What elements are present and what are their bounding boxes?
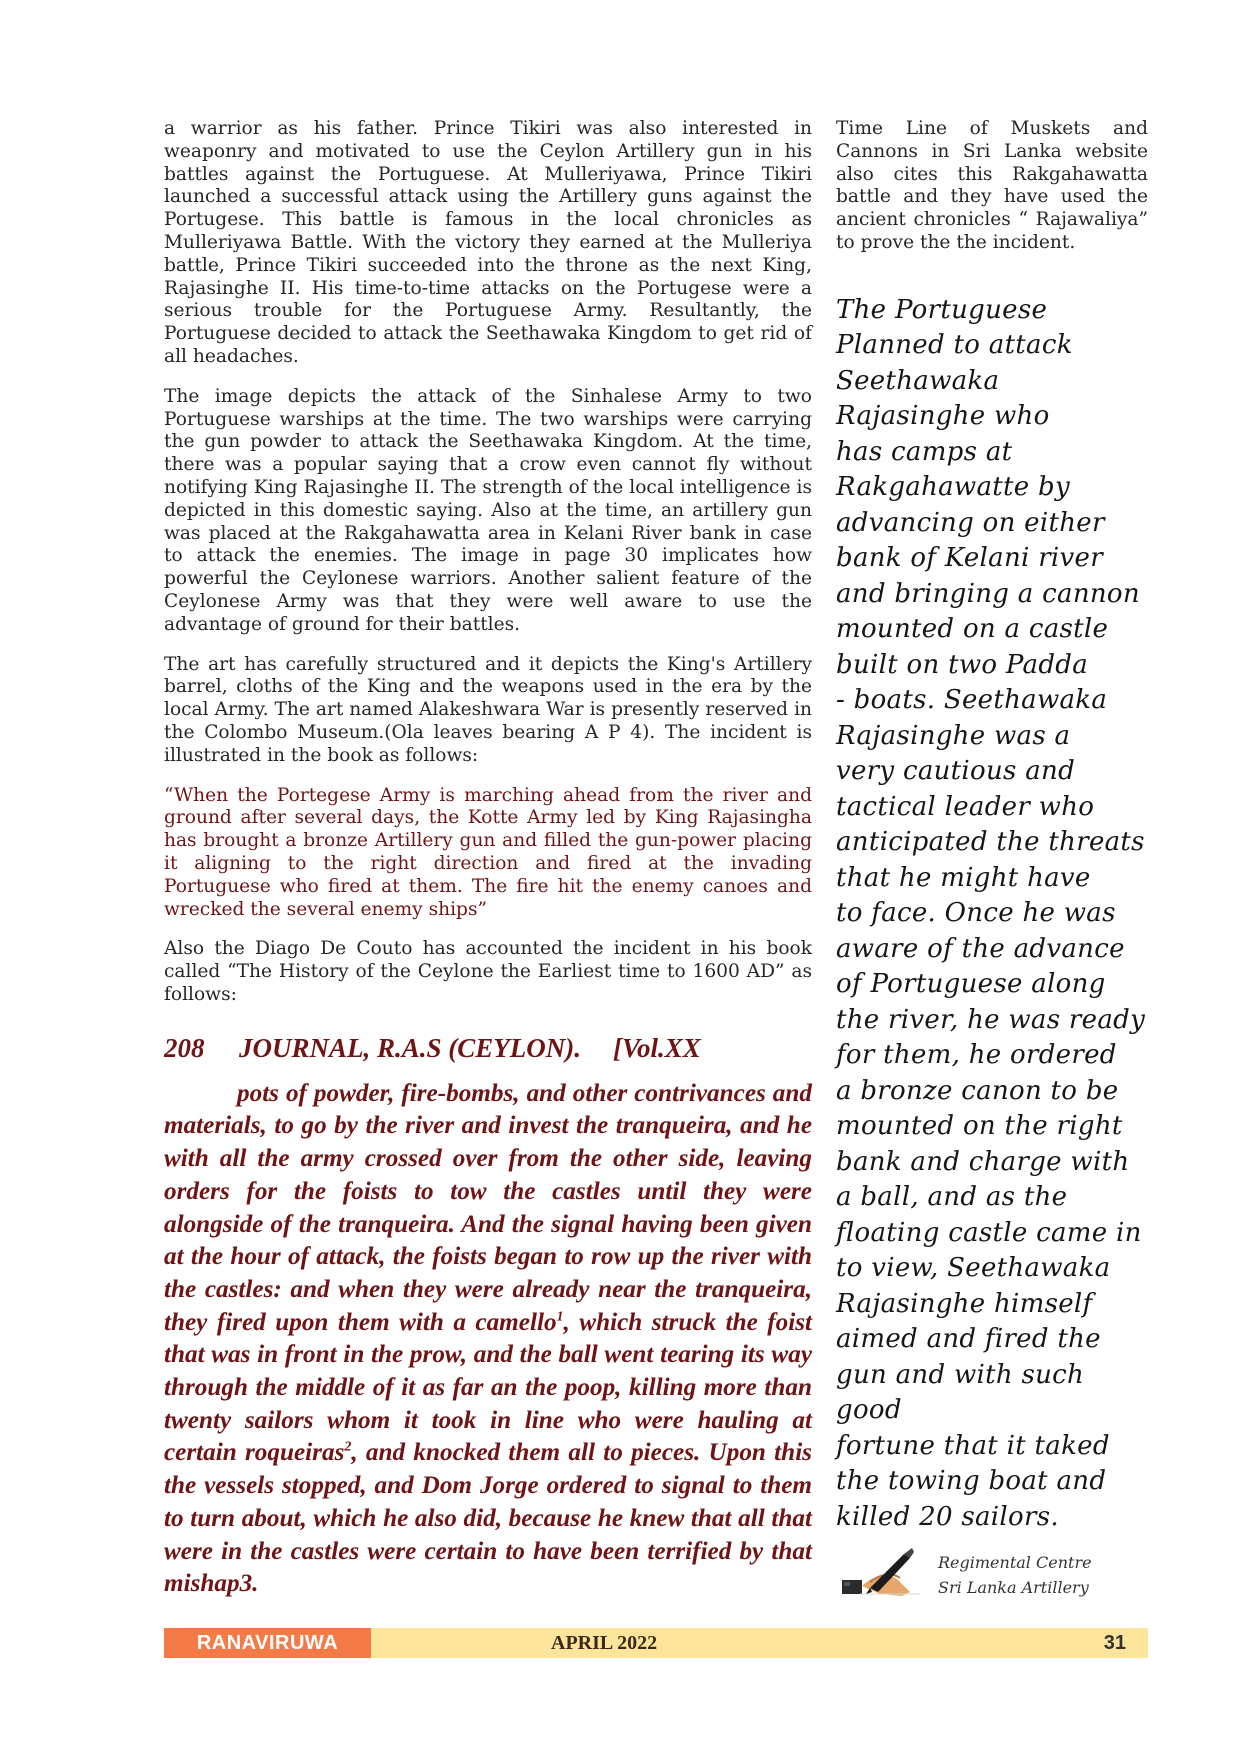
handwritten-line: of Portuguese along — [836, 969, 1106, 1000]
handwritten-line: mounted on the right — [836, 1111, 1123, 1142]
signature-line-1: Regimental Centre — [938, 1553, 1092, 1572]
handwritten-line: - boats. Seethawaka — [836, 685, 1108, 716]
footer-page-number: 31 — [1103, 1632, 1126, 1654]
handwritten-line: tactical leader who — [836, 791, 1095, 822]
body-paragraph-4: Also the Diago De Couto has accounted the incident in his book called “The History of the Ceylone the Earliest time to 1600 AD” as follows: — [164, 938, 812, 1005]
handwritten-line: bank and charge with — [836, 1146, 1130, 1177]
handwritten-line: very cautious and — [836, 756, 1076, 787]
journal-excerpt — [164, 1078, 812, 1601]
handwritten-line: has camps at — [836, 436, 1013, 467]
handwritten-line: a ball, and as the — [836, 1182, 1068, 1213]
handwritten-line: anticipated the threats — [836, 827, 1145, 858]
handwritten-line: Planned to attack — [836, 330, 1073, 361]
handwritten-line: a bronze canon to be — [836, 1075, 1119, 1106]
handwritten-line: to face. Once he was — [836, 898, 1116, 929]
handwritten-line: the towing boat and — [836, 1466, 1107, 1497]
excerpt-part-3: , and knocked them all to pieces. Upon this the vessels stopped, and Dom Jorge ordered to signal to them to turn about, which he also did, because he knew that all that were in the castles were certain to have been terrified by that mishap3. — [164, 1439, 812, 1598]
quoted-passage: “When the Portegese Army is marching ahead from the river and ground after several days, the Kotte Army led by King Rajasingha has brought a bronze Artillery gun and filled the gun-power placing it aligning to the right direction and fired at the invading Portuguese who fired at them. The fire hit the enemy canoes and wrecked the several enemy ships” — [164, 784, 812, 920]
handwritten-line: aimed and fired the — [836, 1324, 1101, 1355]
handwritten-line: for them, he ordered — [836, 1040, 1117, 1071]
handwritten-line: killed 20 sailors. — [836, 1501, 1059, 1532]
journal-title: JOURNAL, R.A.S (CEYLON). — [239, 1032, 582, 1063]
footer-brand: RANAVIRUWA — [164, 1628, 371, 1658]
handwritten-line: fortune that it taked — [836, 1430, 1110, 1461]
excerpt-part-1: pots of powder, fire-bombs, and other contrivances and materials, to go by the river and invest the tranqueira, and he with all the army crossed over from the other side, leaving orders for the foists to tow the castles until they were alongside of the tranqueira. And the signal having been given at the hour of attack, the foists began to row up the river with the castles: and when they were already near the tranqueira, they fired upon them with a camello — [164, 1079, 812, 1336]
signature-line-2: Sri Lanka Artillery — [938, 1578, 1089, 1597]
body-paragraph-1: a warrior as his father. Prince Tikiri was also interested in weaponry and motivated to use the Ceylon Artillery gun in his battles against the Portuguese. At Mulleriyawa, Prince Tikiri launched a successful attack using the Artillery guns against the Portugese. This battle is famous in the local chronicles as Mulleriyawa Battle. With the victory they earned at the Mulleriya battle, Prince Tikiri succeeded into the throne as the next King, Rajasinghe II. His time-to-time attacks on the Portugese were a serious trouble for the Portuguese Army. Resultantly, the Portuguese decided to attack the Seethawaka Kingdom to get rid of all headaches. — [164, 118, 812, 367]
footer-date: APRIL 2022 — [551, 1632, 658, 1654]
handwritten-line: Rakgahawatte by — [836, 472, 1070, 503]
journal-heading — [164, 1033, 812, 1064]
handwritten-line: Rajasinghe who — [836, 401, 1050, 432]
excerpt-part-2: , which struck the foist that was in front in the prow, and the ball went tearing its way through the middle of it as far an the poop, killing more than twenty sailors whom it took in line who were hauling at certain roqueiras — [164, 1308, 812, 1467]
handwritten-line: advancing on either — [836, 507, 1105, 538]
handwritten-line: floating castle came in — [836, 1217, 1142, 1248]
author-signature — [840, 1538, 1140, 1608]
left-column — [164, 118, 812, 1601]
handwritten-line: bank of Kelani river — [836, 543, 1103, 574]
handwritten-line: The Portuguese — [836, 294, 1048, 325]
journal-page-number: 208 — [164, 1032, 205, 1063]
footnote-ref-2: 2 — [344, 1440, 352, 1456]
page-footer — [164, 1628, 1148, 1658]
sidebar-paragraph: Time Line of Muskets and Cannons in Sri Lanka website also cites this Rakgahawatta battle and they have used the ancient chronicles “ Rajawaliya” to prove the the incident. — [836, 118, 1148, 253]
handwritten-line: mounted on a castle — [836, 614, 1109, 645]
footnote-ref-1: 1 — [556, 1309, 564, 1325]
handwritten-passage — [836, 293, 1148, 1536]
handwritten-line: that he might have — [836, 862, 1091, 893]
handwritten-line: Seethawaka — [836, 365, 1000, 396]
handwritten-line: the river, he was ready — [836, 1004, 1146, 1035]
handwritten-line: aware of the advance — [836, 933, 1125, 964]
right-column — [836, 118, 1148, 1535]
signature-text — [938, 1550, 1092, 1600]
handwritten-line: Rajasinghe was a — [836, 720, 1071, 751]
pen-writing-icon — [840, 1542, 922, 1600]
handwritten-line: built on two Padda — [836, 649, 1089, 680]
handwritten-line: to view, Seethawaka — [836, 1253, 1111, 1284]
handwritten-line: Rajasinghe himself — [836, 1288, 1093, 1319]
body-paragraph-2: The image depicts the attack of the Sinhalese Army to two Portuguese warships at the time. The two warships were carrying the gun powder to attack the Seethawaka Kingdom. At the time, there was a popular saying that a crow even cannot fly without notifying King Rajasinghe II. The strength of the local intelligence is depicted in this domestic saying. Also at the time, an artillery gun was placed at the Rakgahawatta area in Kelani River bank in case to attack the enemies. The image in page 30 implicates how powerful the Ceylonese warriors. Another salient feature of the Ceylonese Army was that they were well aware to use the advantage of ground for their battles. — [164, 385, 812, 635]
handwritten-line: gun and with such good — [836, 1359, 1085, 1426]
handwritten-line: and bringing a cannon — [836, 578, 1140, 609]
journal-volume: [Vol.XX — [613, 1032, 701, 1063]
body-paragraph-3: The art has carefully structured and it depicts the King's Artillery barrel, cloths of the King and the weapons used in the era by the local Army. The art named Alakeshwara War is presently reserved in the Colombo Museum.(Ola leaves bearing A P 4). The incident is illustrated in the book as follows: — [164, 653, 812, 766]
